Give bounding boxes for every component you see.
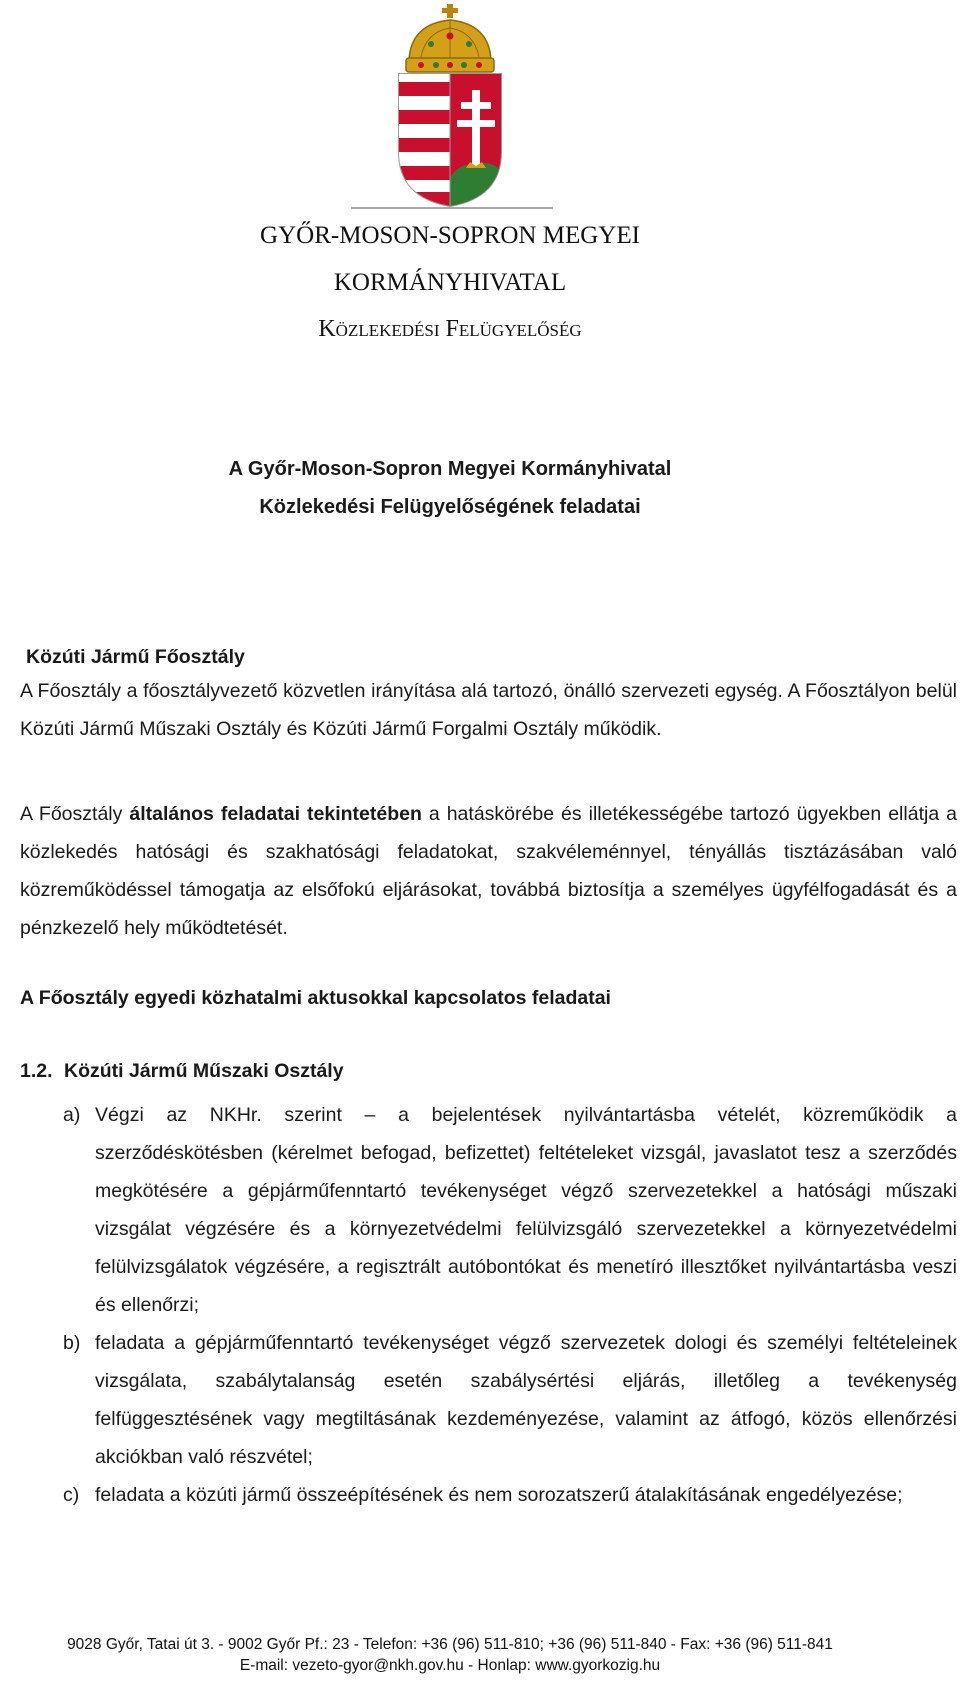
section-intro-paragraph: A Főosztály a főosztályvezető közvetlen irányítása alá tartozó, önálló szervezeti egység. A Főosztályon belül Közúti Jármű Műszaki Osztály és Közúti Jármű Forgalmi Osztály működik. <box>20 680 957 740</box>
subsection-heading <box>20 1060 344 1083</box>
document-title-line1: A Győr-Moson-Sopron Megyei Kormányhivatal <box>228 458 672 480</box>
list-item-text: feladata a gépjárműfenntartó tevékenységet végző szervezetek dologi és személyi feltételeinek vizsgálata, szabálytalanság esetén szabálysértési eljárás, illetőleg a tevékenység felfüggesztésének vagy megtiltásának kezdeményezése, valamint az átfogó, közös ellenőrzési akciókban való részvétel; <box>95 1332 957 1468</box>
subsection-number: 1.2. <box>20 1060 53 1082</box>
task-list <box>65 1096 957 1514</box>
footer-contact: E-mail: vezeto-gyor@nkh.gov.hu - Honlap: www.gyorkozig.hu <box>239 1657 661 1674</box>
list-marker: a) <box>63 1104 81 1126</box>
subsection-title: Közúti Jármű Műszaki Osztály <box>64 1060 344 1082</box>
footer-address: 9028 Győr, Tatai út 3. - 9002 Győr Pf.: 23 - Telefon: +36 (96) 511-810; +36 (96) 511-840 - Fax: +36 (96) 511-841 <box>67 1636 833 1653</box>
list-item-text: feladata a közúti jármű összeépítésének és nem sorozatszerű átalakításának engedélyezése; <box>95 1484 903 1506</box>
coat-of-arms-icon <box>351 2 553 210</box>
general-tasks-prefix: A Főosztály <box>20 803 130 825</box>
general-tasks-text: a hatáskörébe és illetékességébe tartozó ügyekben ellátja a közlekedés hatósági és szakhatósági feladatokat, szakvéleménnyel, tényállás tisztázásában való közreműködéssel támogatja az elsőfokú eljárásokat, továbbá biztosítja a személyes ügyfélfogadását és a pénzkezelő hely működtetését. <box>20 803 958 939</box>
section-subheading: A Főosztály egyedi közhatalmi aktusokkal kapcsolatos feladatai <box>20 987 611 1009</box>
list-item <box>65 1096 957 1324</box>
agency-name-line1: GYŐR-MOSON-SOPRON MEGYEI <box>260 222 640 249</box>
section-heading: Közúti Jármű Főosztály <box>26 646 245 668</box>
agency-department: Közlekedési Felügyelőség <box>318 316 582 342</box>
list-item <box>65 1324 957 1476</box>
agency-name-line2: KORMÁNYHIVATAL <box>333 269 567 296</box>
list-item <box>65 1476 957 1514</box>
list-item-text: Végzi az NKHr. szerint – a bejelentések nyilvántartásba vételét, közreműködik a szerződéskötésben (kérelmet befogad, befizettet) feltételeket vizsgál, javaslatot tesz a szerződés megkötésére a gépjárműfenntartó tevékenységet végző szervezetekkel a hatósági műszaki vizsgálat végzésére és a környezetvédelmi felülvizsgáló szervezetekkel a környezetvédelmi felülvizsgálatok végzésére, a regisztrált autóbontókat és menetíró illesztőket nyilvántartásba veszi és ellenőrzi; <box>95 1104 957 1316</box>
document-title-line2: Közlekedési Felügyelőségének feladatai <box>259 496 641 518</box>
list-marker: b) <box>63 1332 81 1354</box>
list-marker: c) <box>63 1484 80 1506</box>
general-tasks-paragraph <box>20 795 957 947</box>
general-tasks-emphasis: általános feladatai tekintetében <box>129 803 422 825</box>
